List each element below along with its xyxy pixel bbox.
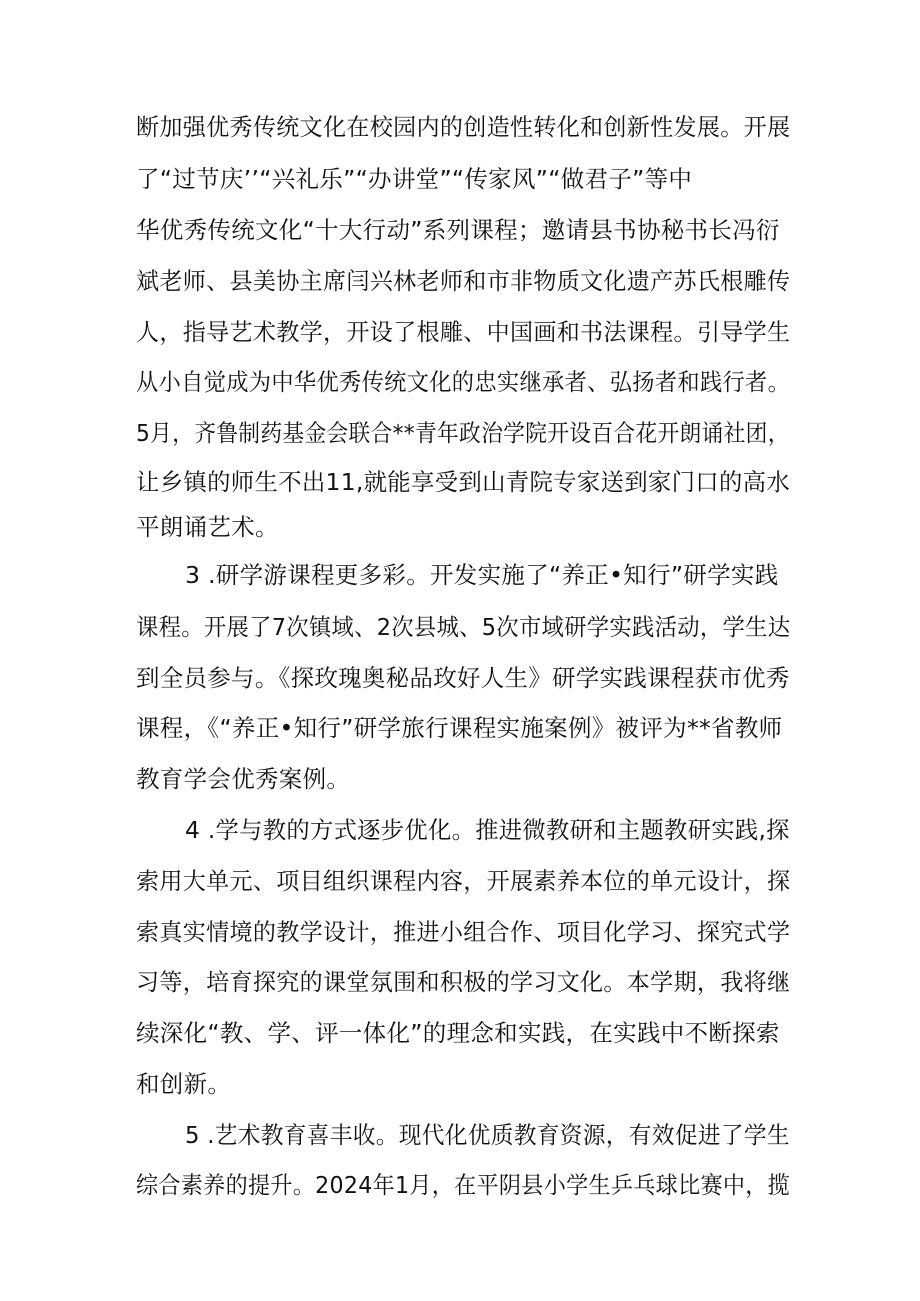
text-line: 综合素养的提升。2024年1月，在平阴县小学生乒乓球比赛中，揽	[136, 1171, 791, 1199]
text-line: 华优秀传统文化“十大行动”系列课程；邀请县书协秘书长冯衍	[136, 216, 780, 244]
text-line: 平朗诵艺术。	[136, 513, 279, 541]
text-line: 人，指导艺术教学，开设了根雕、中国画和书法课程。引导学生	[136, 318, 791, 346]
text-line: 4 .学与教的方式逐步优化。推进微教研和主题教研实践,探	[185, 816, 790, 844]
text-line: 续深化“教、学、评一体化”的理念和实践，在实践中不断探索	[136, 1019, 780, 1047]
text-line: 课程，《“养正•知行”研学旅行课程实施案例》被评为**省教师	[136, 714, 783, 742]
text-line: 5 .艺术教育喜丰收。现代化优质教育资源，有效促进了学生	[185, 1121, 790, 1149]
text-line: 和创新。	[136, 1070, 232, 1098]
text-line: 索真实情境的教学设计，推进小组合作、项目化学习、探究式学	[136, 918, 791, 946]
text-line: 斌老师、县美协主席闫兴林老师和市非物质文化遗产苏氏根雕传	[136, 267, 791, 295]
text-line: 让乡镇的师生不出11,就能享受到山青院专家送到家门口的高水	[136, 468, 791, 496]
text-line: 到全员参与。《探玫瑰奥秘品玫好人生》研学实践课程获市优秀	[136, 664, 790, 692]
text-line: 课程。开展了7次镇域、2次县城、5次市域研学实践活动，学生达	[136, 613, 791, 641]
text-line: 3 .研学游课程更多彩。开发实施了“养正•知行”研学实践	[185, 561, 779, 589]
text-line: 习等，培育探究的课堂氛围和积极的学习文化。本学期，我将继	[136, 968, 791, 996]
text-line: 了“过节庆’’“兴礼乐”“办讲堂”“传家风”“做君子”等中	[136, 165, 693, 193]
text-line: 5月，齐鲁制药基金会联合**青年政治学院开设百合花开朗诵社团，	[136, 419, 790, 447]
text-line: 教育学会优秀案例。	[136, 765, 351, 793]
text-line: 从小自觉成为中华优秀传统文化的忠实继承者、弘扬者和践行者。	[136, 368, 791, 396]
text-line: 索用大单元、项目组织课程内容，开展素养本位的单元设计，探	[136, 867, 791, 895]
text-line: 断加强优秀传统文化在校园内的创造性转化和创新性发展。开展	[136, 113, 791, 141]
